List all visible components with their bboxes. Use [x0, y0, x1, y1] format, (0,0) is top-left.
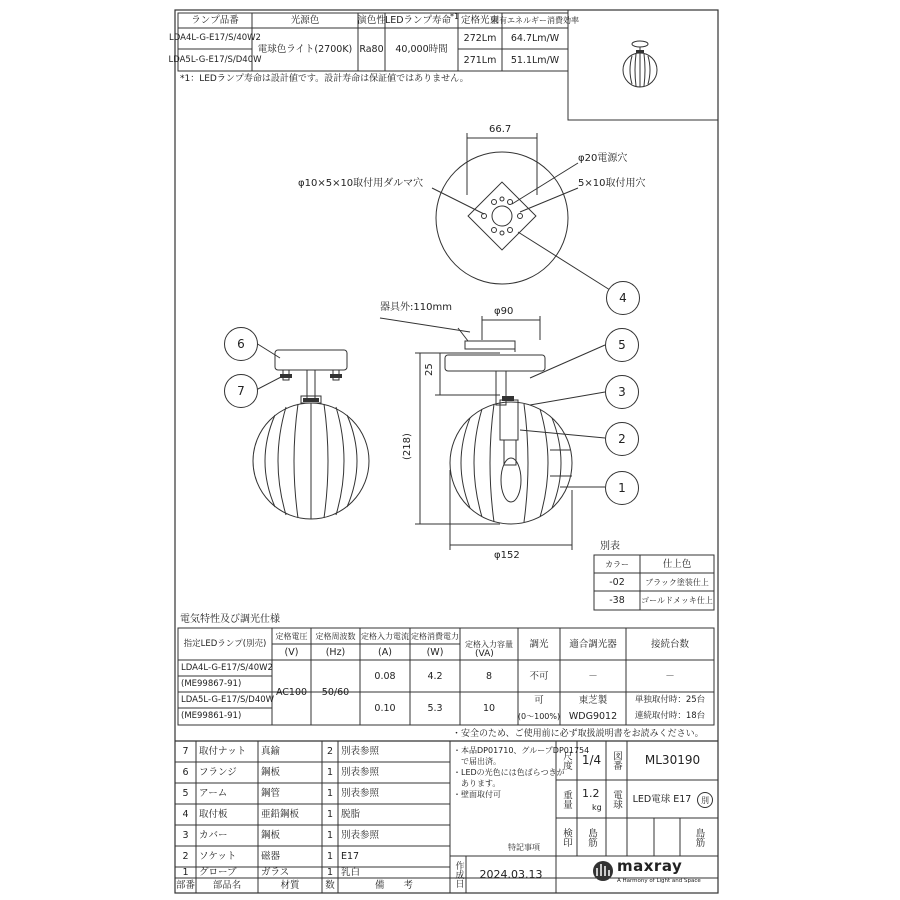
part-remark: 脱脂	[341, 809, 361, 820]
part-no: 3	[182, 830, 189, 841]
bulb-label: 電球	[611, 789, 622, 809]
spec-voltage: AC100	[275, 687, 308, 698]
spec-header-units: 接続台数	[650, 638, 689, 650]
part-name: フランジ	[199, 767, 237, 778]
check-label: 検印	[561, 827, 572, 847]
spec-unit-w: (W)	[426, 646, 444, 658]
lamp-row2-flux: 271Lm	[463, 54, 497, 66]
spec-row1-va: 8	[485, 670, 493, 682]
scale-label: 尺度	[561, 751, 572, 770]
finish-header-finish: 仕上色	[662, 558, 692, 570]
dim-25: 25	[424, 363, 435, 376]
spec-frequency: 50/60	[321, 687, 350, 698]
spec-row1-lamp: LDA4L-G-E17/S/40W2	[181, 662, 273, 673]
part-name: 取付板	[199, 809, 228, 820]
part-no: 2	[182, 851, 189, 862]
part-remark: 別表参照	[341, 746, 380, 757]
spec-row2-dimmer-model: WDG9012	[568, 711, 618, 722]
power-hole-label: φ20電源穴	[578, 153, 628, 164]
part-qty: 1	[326, 788, 334, 799]
part-remark: 別表参照	[341, 767, 380, 778]
balloon-6: 6	[224, 327, 258, 361]
lamp-life: 40,000時間	[395, 44, 448, 55]
parts-header-no: 部番	[175, 880, 195, 891]
finish-name-38: ゴールドメッキ仕上	[641, 596, 713, 605]
spec-table-title: 電気特性及び調光仕様	[180, 614, 280, 625]
finish-table-title: 別表	[600, 541, 620, 552]
part-qty: 1	[326, 867, 334, 878]
dharma-hole-label: φ10×5×10取付用ダルマ穴	[298, 178, 424, 189]
part-qty: 1	[326, 830, 334, 841]
spec-row2-current: 0.10	[374, 703, 396, 714]
part-name: グローブ	[199, 867, 237, 878]
brand-logo: maxray	[617, 857, 683, 875]
spec-header-dimmer: 適合調光器	[569, 638, 617, 650]
part-no: 1	[182, 867, 189, 878]
lamp-header-model: ランプ品番	[191, 15, 239, 26]
part-qty: 2	[326, 746, 334, 757]
part-remark: 別表参照	[341, 788, 380, 799]
part-no: 4	[182, 809, 189, 820]
note-line-1: ・本品DP01710、グループDP01754	[453, 746, 590, 755]
lamp-row1-flux: 272Lm	[463, 33, 497, 44]
spec-row2-lamp-code: (ME99861-91)	[181, 711, 242, 721]
lamp-header-cri: 演色性	[357, 15, 386, 26]
spec-row1-dimmer: －	[588, 670, 598, 682]
dim-90: φ90	[494, 306, 514, 317]
spec-row2-dimmer-maker: 東芝製	[578, 694, 608, 706]
lamp-row2-efficiency: 51.1Lm/W	[510, 54, 560, 66]
scale-value: 1/4	[581, 753, 602, 767]
mount-hole-label: 5×10取付用穴	[578, 178, 646, 189]
finish-code-38: -38	[609, 595, 625, 606]
spec-row2-va: 10	[482, 703, 496, 714]
check-name-2: 島筋	[693, 827, 705, 847]
created-label: 作成日	[453, 861, 464, 888]
part-qty: 1	[326, 809, 334, 820]
part-name: アーム	[199, 788, 228, 799]
balloon-2: 2	[605, 422, 639, 456]
part-material: 鋼管	[261, 788, 281, 799]
spec-row2-units-single: 単独取付時：25台	[634, 694, 706, 705]
balloon-3: 3	[605, 375, 639, 409]
part-material: ガラス	[261, 867, 290, 878]
finish-code-02: -02	[609, 576, 625, 588]
created-date: 2024.03.13	[479, 868, 543, 881]
dim-66-7: 66.7	[489, 124, 512, 135]
part-material: 亜鉛鋼板	[261, 809, 300, 820]
outer-size-label: 器具外:110mm	[380, 302, 452, 313]
spec-header-power: 定格消費電力	[411, 631, 459, 641]
part-material: 鋼板	[261, 830, 281, 841]
spec-header-frequency: 定格周波数	[315, 631, 356, 641]
spec-row1-power: 4.2	[427, 670, 443, 682]
note-line-4: あります。	[453, 779, 501, 788]
spec-header-dimming: 調光	[529, 638, 549, 650]
check-name-1: 島筋	[586, 827, 597, 847]
spec-row2-dimming: 可	[534, 694, 544, 706]
spec-row2-units-continuous: 連続取付時：18台	[634, 711, 706, 721]
part-no: 7	[182, 746, 189, 757]
lamp-cri: Ra80	[359, 44, 384, 55]
parts-header-material: 材質	[280, 880, 300, 891]
spec-header-current: 定格入力電流	[361, 631, 409, 641]
balloon-5: 5	[605, 328, 639, 362]
part-material: 鋼板	[261, 767, 281, 778]
lamp-light-color: 電球色ライト(2700K)	[257, 44, 353, 55]
parts-header-remark: 備 考	[374, 880, 413, 891]
part-qty: 1	[326, 851, 334, 862]
spec-row1-lamp-code: (ME99867-91)	[181, 678, 242, 689]
note-line-3: ・LEDの光色には色ばらつきが	[453, 768, 565, 777]
note-line-5: ・壁面取付可	[453, 790, 501, 799]
drawing-no: ML30190	[644, 753, 701, 767]
spec-row1-dimming: 不可	[529, 670, 549, 682]
balloon-1: 1	[605, 471, 639, 505]
part-remark: E17	[341, 851, 360, 862]
safety-note: ・安全のため、ご使用前に必ず取扱説明書をお読みください。	[452, 729, 704, 739]
part-name: 取付ナット	[199, 746, 247, 757]
lamp-row1-model: LDA4L-G-E17/S/40W2	[169, 33, 261, 43]
part-material: 真鍮	[261, 746, 281, 757]
part-remark: 乳白	[341, 867, 361, 878]
part-name: ソケット	[199, 851, 237, 862]
lamp-row1-efficiency: 64.7Lm/W	[510, 33, 560, 44]
lamp-header-color: 光源色	[290, 15, 320, 26]
brand-tagline: A Harmony of Light and Space	[617, 878, 701, 884]
lamp-header-efficiency: 固有エネルギー消費効率	[491, 16, 579, 25]
lamp-life-note: *1：LEDランプ寿命は設計値です。設計寿命は保証値ではありません。	[180, 74, 469, 84]
spec-unit-v: (V)	[284, 646, 299, 658]
spec-header-voltage: 定格電圧	[275, 631, 308, 641]
spec-unit-va: (VA)	[475, 649, 494, 659]
part-remark: 別表参照	[341, 830, 380, 841]
weight-label: 重量	[561, 789, 572, 809]
part-material: 磁器	[261, 851, 281, 862]
lamp-row2-model: LDA5L-G-E17/S/D40W	[168, 54, 262, 65]
part-name: カバー	[199, 830, 228, 841]
part-no: 5	[182, 788, 189, 799]
spec-row2-power: 5.3	[427, 703, 443, 714]
part-qty: 1	[326, 767, 334, 778]
weight-unit: kg	[592, 803, 602, 812]
part-no: 6	[182, 767, 189, 778]
parts-header-qty: 数	[325, 880, 335, 891]
dim-152: φ152	[494, 550, 520, 561]
spec-unit-hz: (Hz)	[325, 646, 346, 658]
special-notes-label: 特記事項	[508, 843, 540, 852]
parts-header-name: 部品名	[212, 880, 242, 891]
dim-218: (218)	[402, 433, 413, 460]
spec-header-lamp: 指定LEDランプ(別売)	[183, 638, 267, 649]
finish-header-color: カラー	[605, 559, 629, 569]
balloon-7: 7	[224, 374, 258, 408]
weight-value: 1.2	[582, 787, 600, 800]
lamp-header-note-mark: *1	[450, 12, 460, 21]
spec-row1-current: 0.08	[374, 670, 396, 682]
lamp-header-life: LEDランプ寿命	[384, 15, 452, 26]
separate-mark: 別	[697, 792, 713, 808]
spec-unit-a: (A)	[378, 646, 392, 658]
balloon-4: 4	[606, 281, 640, 315]
note-line-2: で届出済。	[453, 757, 501, 766]
spec-row2-dimming-range: (0～100%)	[517, 712, 561, 721]
spec-row1-units: －	[665, 670, 675, 682]
bulb-value: LED電球 E17	[632, 793, 692, 805]
drawing-no-label: 図番	[611, 751, 622, 770]
spec-header-va: 定格入力容量	[465, 639, 513, 649]
lamp-header-flux: 定格光束	[460, 15, 499, 26]
finish-name-02: ブラック塗装仕上	[645, 577, 709, 587]
spec-row2-lamp: LDA5L-G-E17/S/D40W	[181, 694, 275, 705]
